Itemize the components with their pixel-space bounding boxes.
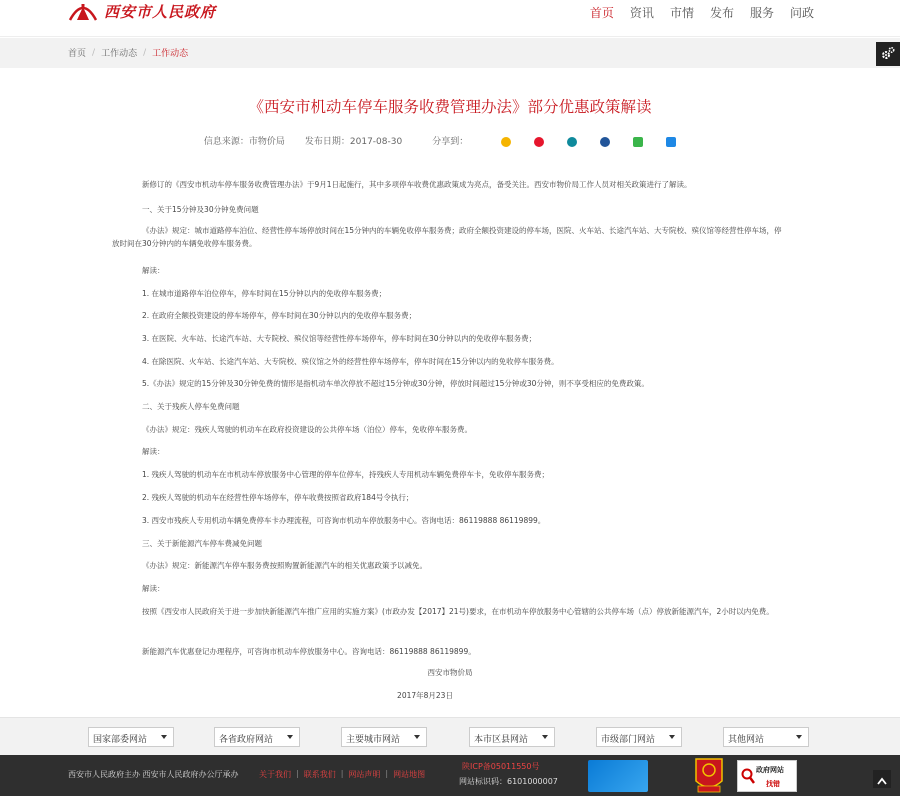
select-municipal-departments[interactable]	[596, 727, 682, 747]
badge3-title: 政府网站	[756, 766, 784, 774]
paragraph: 3. 西安市残疾人专用机动车辆免费停车卡办理流程，可咨询市机动车停放服务中心。咨询电话：86119888 86119899。	[142, 516, 546, 525]
breadcrumb-work-news[interactable]: 工作动态	[101, 49, 138, 59]
breadcrumb	[68, 46, 188, 59]
chevron-down-icon	[796, 735, 802, 739]
footer-sitemap-link[interactable]: 网站地图	[393, 770, 426, 779]
select-national-ministries[interactable]	[88, 727, 174, 747]
article-title: 《西安市机动车停车服务收费管理办法》部分优惠政策解读	[248, 98, 652, 116]
search-icon	[741, 767, 755, 789]
footer-contact-link[interactable]: 联系我们	[303, 770, 336, 779]
select-district-sites[interactable]	[469, 727, 555, 747]
footer-separator: |	[296, 769, 299, 778]
settings-button[interactable]	[876, 42, 900, 66]
paragraph: 4. 在除医院、火车站、长途汽车站、大专院校、殡仪馆之外的经营性停车场停车，停车时间在15分钟以内的免收停车服务费。	[142, 357, 559, 366]
more-share-icon[interactable]	[666, 137, 676, 147]
article-date: 发布日期：2017-08-30	[304, 137, 403, 147]
section-heading: 一、关于15分钟及30分钟免费问题	[142, 205, 259, 214]
breadcrumb-bar	[0, 38, 900, 68]
select-label: 国家部委网站	[93, 735, 148, 745]
paragraph: 3. 在医院、火车站、长途汽车站、大专院校、殡仪馆等经营性停车场停车，停车时间在30分钟以内的免收停车服务费；	[142, 334, 537, 343]
site-logo[interactable]	[68, 0, 216, 22]
nav-inquiry[interactable]: 问政	[789, 6, 814, 20]
signature-date: 2017年8月23日	[397, 691, 453, 700]
paragraph: 解读：	[142, 266, 165, 275]
section-heading: 三、关于新能源汽车停车费减免问题	[142, 539, 262, 548]
paragraph: 新修订的《西安市机动车停车服务收费管理办法》于9月1日起施行，其中多项停车收费优惠政策成为亮点，备受关注。西安市物价局工作人员对相关政策进行了解读。	[142, 180, 692, 189]
breadcrumb-separator: /	[92, 47, 96, 58]
breadcrumb-home[interactable]: 首页	[68, 49, 87, 59]
chevron-down-icon	[669, 735, 675, 739]
site-code: 网站标识码：6101000007	[459, 777, 558, 786]
footer-host: 西安市人民政府主办 西安市人民政府办公厅承办	[68, 770, 239, 779]
section-heading: 二、关于残疾人停车免费问题	[142, 402, 240, 411]
select-label: 本市区县网站	[474, 735, 529, 745]
article-source: 信息来源：市物价局	[203, 137, 285, 147]
footer-separator: |	[385, 769, 389, 778]
select-label: 市级部门网站	[601, 735, 656, 745]
chevron-up-icon	[877, 770, 887, 789]
party-gov-emblem-icon[interactable]	[694, 755, 724, 795]
chevron-down-icon	[287, 735, 293, 739]
gov-service-platform-badge[interactable]	[588, 760, 648, 792]
main-nav	[582, 0, 822, 24]
footer-separator: |	[340, 769, 344, 778]
select-label: 主要城市网站	[346, 735, 401, 745]
footer-about-link[interactable]: 关于我们	[259, 770, 291, 779]
city-emblem-icon	[68, 0, 98, 22]
nav-service[interactable]: 服务	[749, 6, 774, 20]
wechat-share-icon[interactable]	[633, 137, 643, 147]
paragraph: 《办法》规定：城市道路停车泊位、经营性停车场停放时间在15分钟内的车辆免收停车服务费；政府全额投资建设的停车场，医院、火车站、长途汽车站、大专院校、殡仪馆等经营性停车场，停放时间在30分钟内的车辆免收停车服务费。	[112, 226, 782, 248]
site-footer	[0, 755, 900, 796]
select-label: 其他网站	[728, 735, 765, 745]
footer-statement-link[interactable]: 网站声明	[348, 770, 381, 779]
related-sites-bar	[0, 717, 900, 755]
weibo-share-icon[interactable]	[534, 137, 544, 147]
select-label: 各省政府网站	[219, 735, 274, 745]
breadcrumb-current[interactable]: 工作动态	[152, 49, 189, 59]
footer-links	[259, 769, 425, 780]
article-meta	[0, 134, 900, 147]
paragraph: 2. 残疾人驾驶的机动车在经营性停车场停车，停车收费按照省政府184号令执行；	[142, 493, 414, 502]
signature-org: 西安市物价局	[427, 668, 473, 677]
paragraph: 1. 在城市道路停车泊位停车，停车时间在15分钟以内的免收停车服务费；	[142, 289, 387, 298]
chevron-down-icon	[542, 735, 548, 739]
breadcrumb-separator: /	[143, 47, 147, 58]
paragraph: 按照《西安市人民政府关于进一步加快新能源汽车推广应用的实施方案》(市政办发【2017】21号)要求，在市机动车停放服务中心管辖的公共停车场（点）停放新能源汽车，2小时以内免费。	[142, 607, 774, 616]
paragraph: 《办法》规定：新能源汽车停车服务费按照购置新能源汽车的相关优惠政策予以减免。	[142, 561, 427, 570]
pinterest-share-icon[interactable]	[567, 137, 577, 147]
gear-icon	[881, 45, 895, 64]
paragraph: 新能源汽车优惠登记办理程序，可咨询市机动车停放服务中心。咨询电话：86119888 86119899。	[142, 647, 476, 656]
nav-release[interactable]: 发布	[709, 6, 734, 20]
paragraph: 解读：	[142, 584, 165, 593]
chevron-down-icon	[414, 735, 420, 739]
renren-share-icon[interactable]	[600, 137, 610, 147]
nav-news[interactable]: 资讯	[629, 6, 654, 20]
chevron-down-icon	[161, 735, 167, 739]
select-major-cities[interactable]	[341, 727, 427, 747]
share-bar	[422, 134, 696, 147]
logo-text: 西安市人民政府	[104, 2, 217, 21]
select-other-sites[interactable]	[723, 727, 809, 747]
paragraph: 《办法》规定：残疾人驾驶的机动车在政府投资建设的公共停车场（泊位）停车，免收停车服务费。	[142, 425, 472, 434]
icp-license-link[interactable]: 陕ICP备05011550号	[462, 762, 540, 771]
paragraph: 解读：	[142, 447, 165, 456]
badge3-subtitle: 找错	[766, 780, 780, 788]
qzone-share-icon[interactable]	[501, 137, 511, 147]
paragraph: 5.《办法》规定的15分钟及30分钟免费的情形是指机动车单次停放不超过15分钟或30分钟，停放时间超过15分钟或30分钟，则不享受相应的免费政策。	[142, 379, 649, 388]
nav-city-info[interactable]: 市情	[669, 6, 694, 20]
site-header	[0, 0, 900, 37]
paragraph: 2. 在政府全额投资建设的停车场停车，停车时间在30分钟以内的免收停车服务费；	[142, 311, 417, 320]
gov-site-error-report-badge[interactable]	[737, 760, 797, 792]
share-label: 分享到：	[432, 137, 469, 147]
select-provincial-sites[interactable]	[214, 727, 300, 747]
paragraph: 1. 残疾人驾驶的机动车在市机动车停放服务中心管理的停车位停车，持残疾人专用机动车辆免费停车卡，免收停车服务费；	[142, 470, 550, 479]
nav-home[interactable]: 首页	[589, 6, 614, 20]
back-to-top-button[interactable]	[873, 770, 891, 788]
